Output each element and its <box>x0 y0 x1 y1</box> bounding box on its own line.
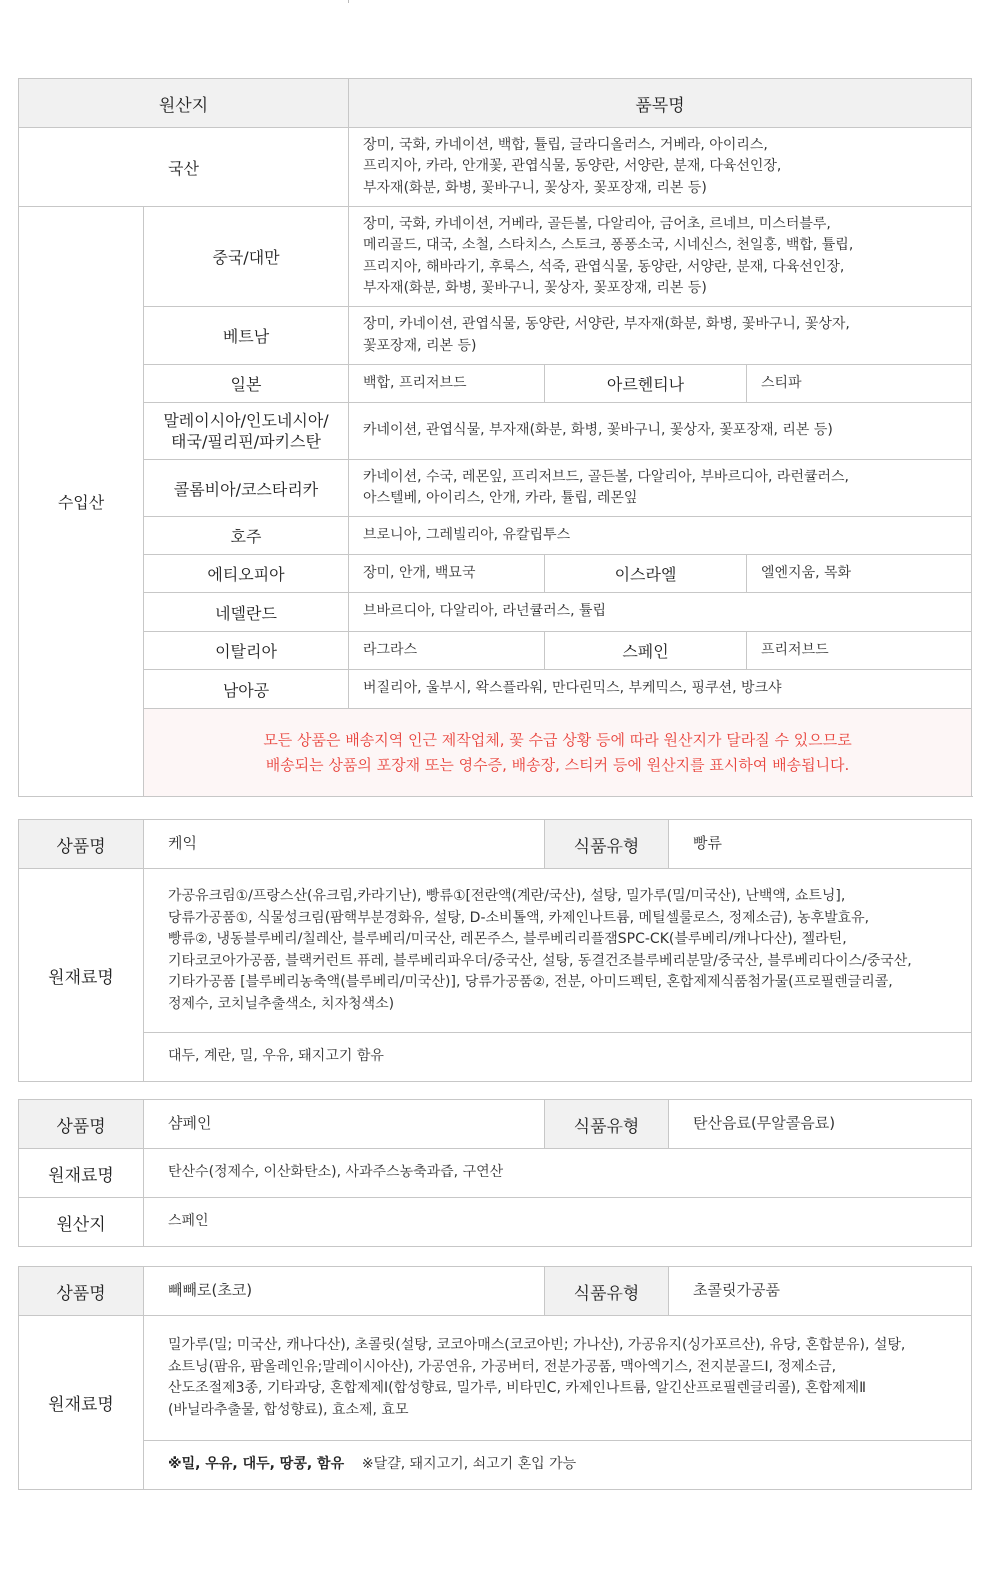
cake-allergens: 대두, 계란, 밀, 우유, 돼지고기 함유 <box>144 1033 972 1082</box>
pepero-name-label: 상품명 <box>19 1267 144 1316</box>
colombia-items: 카네이션, 수국, 레몬잎, 프리저브드, 골든볼, 다알리아, 부바르디아, 라런큘러스, 아스텔베, 아이리스, 안개, 카라, 튤립, 레몬잎 <box>349 460 972 517</box>
champagne-ingredients-label: 원재료명 <box>19 1149 144 1198</box>
pepero-name: 빼빼로(초코) <box>144 1267 545 1316</box>
origin-notice: 모든 상품은 배송지역 인근 제작업체, 꽃 수급 상황 등에 따라 원산지가 달라질 수 있으므로 배송되는 상품의 포장재 또는 영수증, 배송장, 스티커 등에 원산지를 표시하여 배송됩니다. <box>144 709 972 797</box>
sea-label: 말레이시아/인도네시아/ 태국/필리핀/파키스탄 <box>144 403 349 460</box>
cake-type: 빵류 <box>669 820 972 869</box>
italy-items: 라그라스 <box>349 632 545 670</box>
pepero-type: 초콜릿가공품 <box>669 1267 972 1316</box>
south-africa-items: 버질리아, 울부시, 왁스플라워, 만다린믹스, 부케믹스, 핑쿠션, 방크샤 <box>349 670 972 709</box>
champagne-ingredients: 탄산수(정제수, 이산화탄소), 사과주스농축과즙, 구연산 <box>144 1149 972 1198</box>
australia-items: 브로니아, 그레빌리아, 유칼립투스 <box>349 517 972 555</box>
israel-items: 엘엔지움, 목화 <box>747 555 972 593</box>
pepero-ingredients-label: 원재료명 <box>19 1316 144 1490</box>
japan-items: 백합, 프리저브드 <box>349 365 545 403</box>
import-label: 수입산 <box>19 207 144 797</box>
spain-label: 스페인 <box>545 632 747 670</box>
china-items: 장미, 국화, 카네이션, 거베라, 골든볼, 다알리아, 금어초, 르네브, 미스터블루, 메리골드, 대국, 소철, 스타치스, 스토크, 퐁퐁소국, 시네신스, 천일홍, 백합, 튤립, 프리지아, 해바라기, 후룩스, 석죽, 관엽식물, 동양란, 서양란, 분재, 다육선인장, 부자재(화분, 화병, 꽃바구니, 꽃상자, 꽃포장재, 리본 등) <box>349 207 972 307</box>
cake-table <box>18 819 972 1082</box>
top-tick <box>348 0 349 3</box>
origin-header: 원산지 <box>19 79 349 128</box>
sea-items: 카네이션, 관엽식물, 부자재(화분, 화병, 꽃바구니, 꽃상자, 꽃포장재, 리본 등) <box>349 403 972 460</box>
cake-type-label: 식품유형 <box>545 820 669 869</box>
champagne-type-label: 식품유형 <box>545 1100 669 1149</box>
items-header: 품목명 <box>349 79 972 128</box>
china-label: 중국/대만 <box>144 207 349 307</box>
champagne-table <box>18 1099 972 1247</box>
japan-label: 일본 <box>144 365 349 403</box>
domestic-label: 국산 <box>19 128 349 207</box>
netherlands-label: 네델란드 <box>144 593 349 632</box>
champagne-type: 탄산음료(무알콜음료) <box>669 1100 972 1149</box>
ethiopia-items: 장미, 안개, 백묘국 <box>349 555 545 593</box>
italy-label: 이탈리아 <box>144 632 349 670</box>
champagne-origin: 스페인 <box>144 1198 972 1247</box>
netherlands-items: 브바르디아, 다알리아, 라넌큘러스, 튤립 <box>349 593 972 632</box>
pepero-ingredients: 밀가루(밀; 미국산, 캐나다산), 초콜릿(설탕, 코코아매스(코코아빈; 가나산), 가공유지(싱가포르산), 유당, 혼합분유), 설탕, 쇼트닝(팜유, 팜올레인유;말레이시아산), 가공연유, 가공버터, 전분가공품, 맥아엑기스, 전지분골드Ⅰ, 정제소금, 산도조절제3종, 기타과당, 혼합제제Ⅰ(합성향료, 밀가루, 비타민C, 카제인나트륨, 알긴산프로필렌글리콜), 혼합제제Ⅱ (바닐라추출물, 합성향료), 효소제, 효모 <box>144 1316 972 1441</box>
israel-label: 이스라엘 <box>545 555 747 593</box>
pepero-table <box>18 1266 972 1490</box>
south-africa-label: 남아공 <box>144 670 349 709</box>
champagne-origin-label: 원산지 <box>19 1198 144 1247</box>
argentina-label: 아르헨티나 <box>545 365 747 403</box>
argentina-items: 스티파 <box>747 365 972 403</box>
colombia-label: 콜롬비아/코스타리카 <box>144 460 349 517</box>
domestic-items: 장미, 국화, 카네이션, 백합, 튤립, 글라디올러스, 거베라, 아이리스, 프리지아, 카라, 안개꽃, 관엽식물, 동양란, 서양란, 분재, 다육선인장, 부자재(화분, 화병, 꽃바구니, 꽃상자, 꽃포장재, 리본 등) <box>349 128 972 207</box>
cake-name-label: 상품명 <box>19 820 144 869</box>
pepero-type-label: 식품유형 <box>545 1267 669 1316</box>
pepero-allergen-bold: ※밀, 우유, 대두, 땅콩, 함유 <box>168 1456 345 1473</box>
ethiopia-label: 에티오피아 <box>144 555 349 593</box>
origin-table <box>18 78 972 797</box>
vietnam-items: 장미, 카네이션, 관엽식물, 동양란, 서양란, 부자재(화분, 화병, 꽃바구니, 꽃상자, 꽃포장재, 리본 등) <box>349 307 972 365</box>
champagne-name-label: 상품명 <box>19 1100 144 1149</box>
pepero-allergens <box>144 1441 972 1490</box>
cake-name: 케익 <box>144 820 545 869</box>
cake-ingredients-label: 원재료명 <box>19 869 144 1082</box>
champagne-name: 샴페인 <box>144 1100 545 1149</box>
australia-label: 호주 <box>144 517 349 555</box>
spain-items: 프리저브드 <box>747 632 972 670</box>
vietnam-label: 베트남 <box>144 307 349 365</box>
pepero-allergen-note: ※달걀, 돼지고기, 쇠고기 혼입 가능 <box>361 1456 577 1473</box>
cake-ingredients: 가공유크림①/프랑스산(유크림,카라기난), 빵류①[전란액(계란/국산), 설탕, 밀가루(밀/미국산), 난백액, 쇼트닝], 당류가공품①, 식물성크림(팜핵부분경화유, 설탕, D-소비톨액, 카제인나트륨, 메틸셀룰로스, 정제소금), 농후발효유, 빵류②, 냉동블루베리/칠레산, 블루베리/미국산, 레몬주스, 블루베리리플잼SPC-CK(블루베리/캐나다산), 젤라틴, 기타코코아가공품, 블랙커런트 퓨레, 블루베리파우더/중국산, 설탕, 동결건조블루베리분말/중국산, 블루베리다이스/중국산, 기타가공품 [블루베리농축액(블루베리/미국산)], 당류가공품②, 전분, 아미드펙틴, 혼합제제식품첨가물(프로필렌글리콜, 정제수, 코치닐추출색소, 치자청색소) <box>144 869 972 1033</box>
